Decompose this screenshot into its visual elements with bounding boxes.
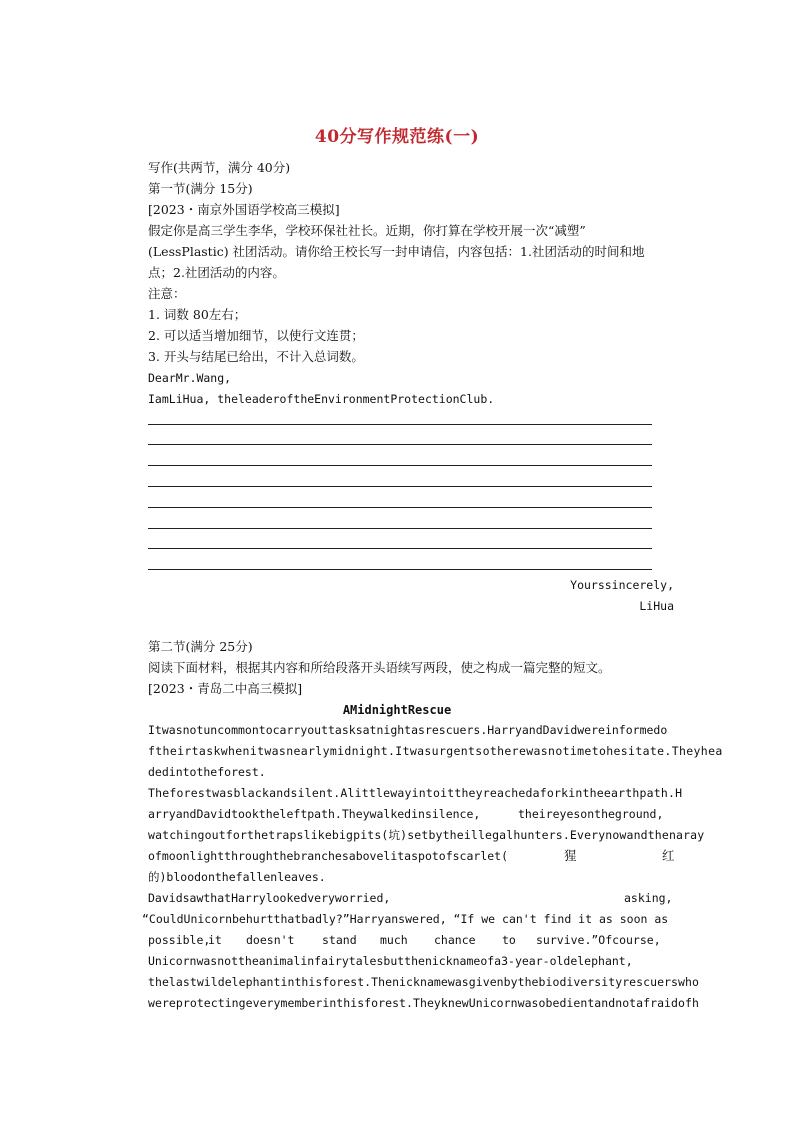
- story-line: thelastwildelephantinthisforest.Thenicknamewasgivenbythebiodiversityrescuerswho: [148, 975, 699, 989]
- letter-signature: LiHua: [639, 599, 674, 613]
- story-word: chance: [434, 933, 476, 947]
- story-word: stand: [322, 933, 357, 947]
- notes-header: 注意：: [148, 286, 186, 301]
- answer-line[interactable]: [148, 569, 652, 570]
- answer-line[interactable]: [148, 548, 652, 549]
- answer-line[interactable]: [148, 507, 652, 508]
- story-line: 的)bloodonthefallenleaves.: [148, 870, 326, 884]
- letter-closing: Yourssincerely,: [570, 578, 674, 592]
- answer-line[interactable]: [148, 486, 652, 487]
- page-title: 40分写作规范练(一): [314, 127, 480, 147]
- story-line: 红: [662, 848, 675, 863]
- letter-greeting: DearMr.Wang,: [148, 371, 232, 385]
- section2-instruction: 阅读下面材料，根据其内容和所给段落开头语续写两段，使之构成一篇完整的短文。: [148, 660, 611, 675]
- story-line: Itwasnotuncommontocarryouttasksatnightasrescuers.HarryandDavidwereinformedo: [148, 723, 668, 737]
- story-line: “CouldUnicornbehurtthatbadly?”Harryanswered, “If we can't find it as soon as: [142, 912, 669, 926]
- prompt-line-1: 假定你是高三学生李华，学校环保社社长。近期，你打算在学校开展一次“减塑”: [148, 223, 586, 238]
- answer-line[interactable]: [148, 424, 652, 425]
- story-word: survive.”Ofcourse,: [536, 933, 661, 947]
- story-line: Unicornwasnottheanimalinfairytalesbutthenicknameofa3-year-oldelephant,: [148, 954, 633, 968]
- story-word: it: [208, 933, 222, 947]
- note-3: 3. 开头与结尾已给出，不计入总词数。: [148, 349, 364, 364]
- story-line: arryandDavidtooktheleftpath.Theywalkedinsilence,: [148, 807, 481, 821]
- story-line: asking,: [624, 891, 673, 905]
- section2-header: 第二节(满分 25分): [148, 639, 253, 654]
- story-line: dedintotheforest.: [148, 765, 266, 779]
- writing-header: 写作(共两节，满分 40分): [148, 160, 291, 175]
- story-line: wereprotectingeverymemberinthisforest.TheyknewUnicornwasobedientandnotafraidofh: [148, 996, 699, 1010]
- story-title: AMidnightRescue: [342, 703, 452, 717]
- story-line: DavidsawthatHarrylookedveryworried,: [148, 891, 391, 905]
- section1-source: [2023・南京外国语学校高三模拟]: [148, 202, 340, 217]
- letter-opening: IamLiHua, theleaderoftheEnvironmentProtectionClub.: [148, 392, 495, 406]
- answer-line[interactable]: [148, 444, 652, 445]
- prompt-line-2: (LessPlastic) 社团活动。请你给王校长写一封申请信，内容包括：1.社团活动的时间和地: [148, 244, 645, 259]
- story-word: doesn't: [246, 933, 295, 947]
- story-word: possible,: [148, 933, 211, 947]
- note-1: 1. 词数 80左右；: [148, 307, 247, 322]
- story-word: much: [380, 933, 408, 947]
- prompt-line-3: 点；2.社团活动的内容。: [148, 265, 285, 280]
- story-line: Theforestwasblackandsilent.Alittlewayintoittheyreachedaforkintheearthpath.H: [148, 786, 683, 800]
- section1-header: 第一节(满分 15分): [148, 181, 253, 196]
- note-2: 2. 可以适当增加细节，以使行文连贯；: [148, 328, 364, 343]
- story-line: ftheirtaskwhenitwasnearlymidnight.Itwasurgentsotherewasnotimetohesitate.Theyhea: [148, 744, 723, 758]
- story-line: 猩: [564, 848, 577, 863]
- answer-line[interactable]: [148, 528, 652, 529]
- story-line: watchingoutforthetrapslikebigpits(坑)setbytheillegalhunters.Everynowandthenaray: [148, 828, 705, 842]
- answer-line[interactable]: [148, 465, 652, 466]
- section2-source: [2023・青岛二中高三模拟]: [148, 681, 303, 696]
- story-line: theireyesontheground,: [518, 807, 664, 821]
- story-word: to: [502, 933, 516, 947]
- story-line: ofmoonlightthroughthebranchesabovelitaspotofscarlet(: [148, 849, 509, 863]
